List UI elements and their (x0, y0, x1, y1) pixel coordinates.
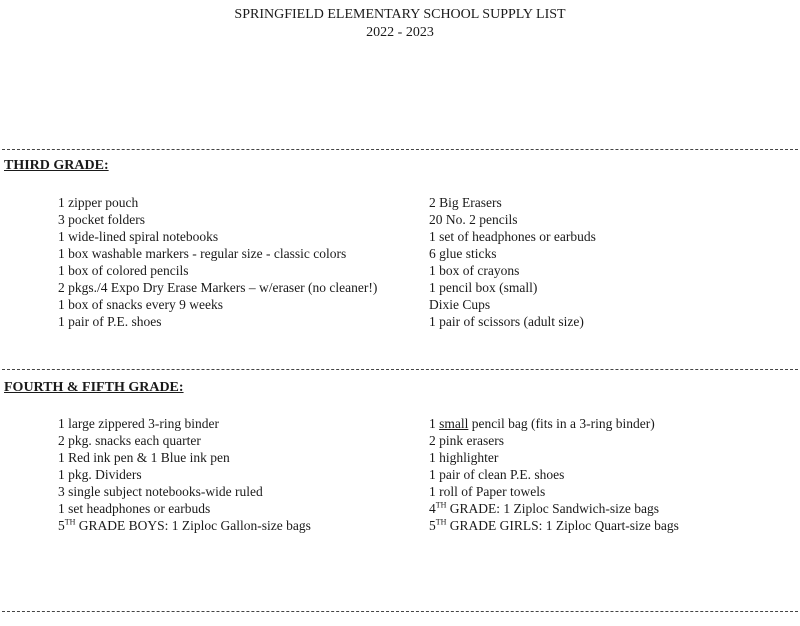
list-item: 1 zipper pouch (58, 195, 139, 210)
grade-suffix: TH (435, 500, 447, 510)
list-item: 3 single subject notebooks-wide ruled (58, 484, 263, 499)
list-item: 2 pink erasers (429, 433, 504, 448)
item-count: 1 (429, 416, 440, 431)
list-item: 1 box washable markers - regular size - classic colors (58, 246, 347, 261)
section-divider (2, 611, 798, 612)
list-item: 1 box of snacks every 9 weeks (58, 297, 223, 312)
grade-number: 5 (429, 518, 436, 533)
list-item (429, 517, 679, 534)
list-item: 2 pkgs./4 Expo Dry Erase Markers – w/eraser (no cleaner!) (58, 280, 378, 295)
list-item: 1 pair of scissors (adult size) (429, 314, 584, 329)
list-item: 2 Big Erasers (429, 195, 502, 210)
list-item (58, 517, 311, 534)
section-divider (2, 369, 798, 370)
grade-suffix: TH (64, 517, 76, 527)
grade-suffix: TH (435, 517, 447, 527)
list-item: 1 pencil box (small) (429, 280, 538, 295)
grade-number: 4 (429, 501, 436, 516)
list-item: 1 set of headphones or earbuds (429, 229, 596, 244)
list-item (429, 500, 679, 517)
underlined-word: small (439, 416, 469, 431)
section-divider (2, 149, 798, 150)
document-title: SPRINGFIELD ELEMENTARY SCHOOL SUPPLY LIST (234, 7, 566, 22)
list-item: 6 glue sticks (429, 246, 497, 261)
third-grade-list-right (429, 194, 596, 330)
list-item: 20 No. 2 pencils (429, 212, 518, 227)
list-item: 2 pkg. snacks each quarter (58, 433, 201, 448)
list-item: 1 highlighter (429, 450, 499, 465)
list-item: 1 set headphones or earbuds (58, 501, 211, 516)
item-text: GRADE BOYS: 1 Ziploc Gallon-size bags (75, 518, 311, 533)
list-item: 1 box of crayons (429, 263, 520, 278)
list-item: Dixie Cups (429, 297, 491, 312)
list-item: 1 pair of P.E. shoes (58, 314, 162, 329)
list-item (429, 415, 679, 432)
grade-number: 5 (58, 518, 65, 533)
third-grade-heading: THIRD GRADE: (4, 158, 109, 173)
document-header (0, 6, 800, 42)
list-item: 1 wide-lined spiral notebooks (58, 229, 219, 244)
list-item: 1 pair of clean P.E. shoes (429, 467, 565, 482)
third-grade-list-left (58, 194, 377, 330)
item-text: GRADE GIRLS: 1 Ziploc Quart-size bags (446, 518, 679, 533)
list-item: 1 large zippered 3-ring binder (58, 416, 219, 431)
list-item: 3 pocket folders (58, 212, 145, 227)
item-text: GRADE: 1 Ziploc Sandwich-size bags (446, 501, 660, 516)
list-item: 1 Red ink pen & 1 Blue ink pen (58, 450, 230, 465)
fourth-fifth-grade-heading: FOURTH & FIFTH GRADE: (4, 380, 184, 395)
school-year: 2022 - 2023 (366, 25, 434, 40)
fourth-fifth-list-right (429, 415, 679, 534)
list-item: 1 pkg. Dividers (58, 467, 142, 482)
list-item: 1 roll of Paper towels (429, 484, 546, 499)
list-item: 1 box of colored pencils (58, 263, 189, 278)
fourth-fifth-list-left (58, 415, 311, 534)
item-text: pencil bag (fits in a 3-ring binder) (468, 416, 655, 431)
